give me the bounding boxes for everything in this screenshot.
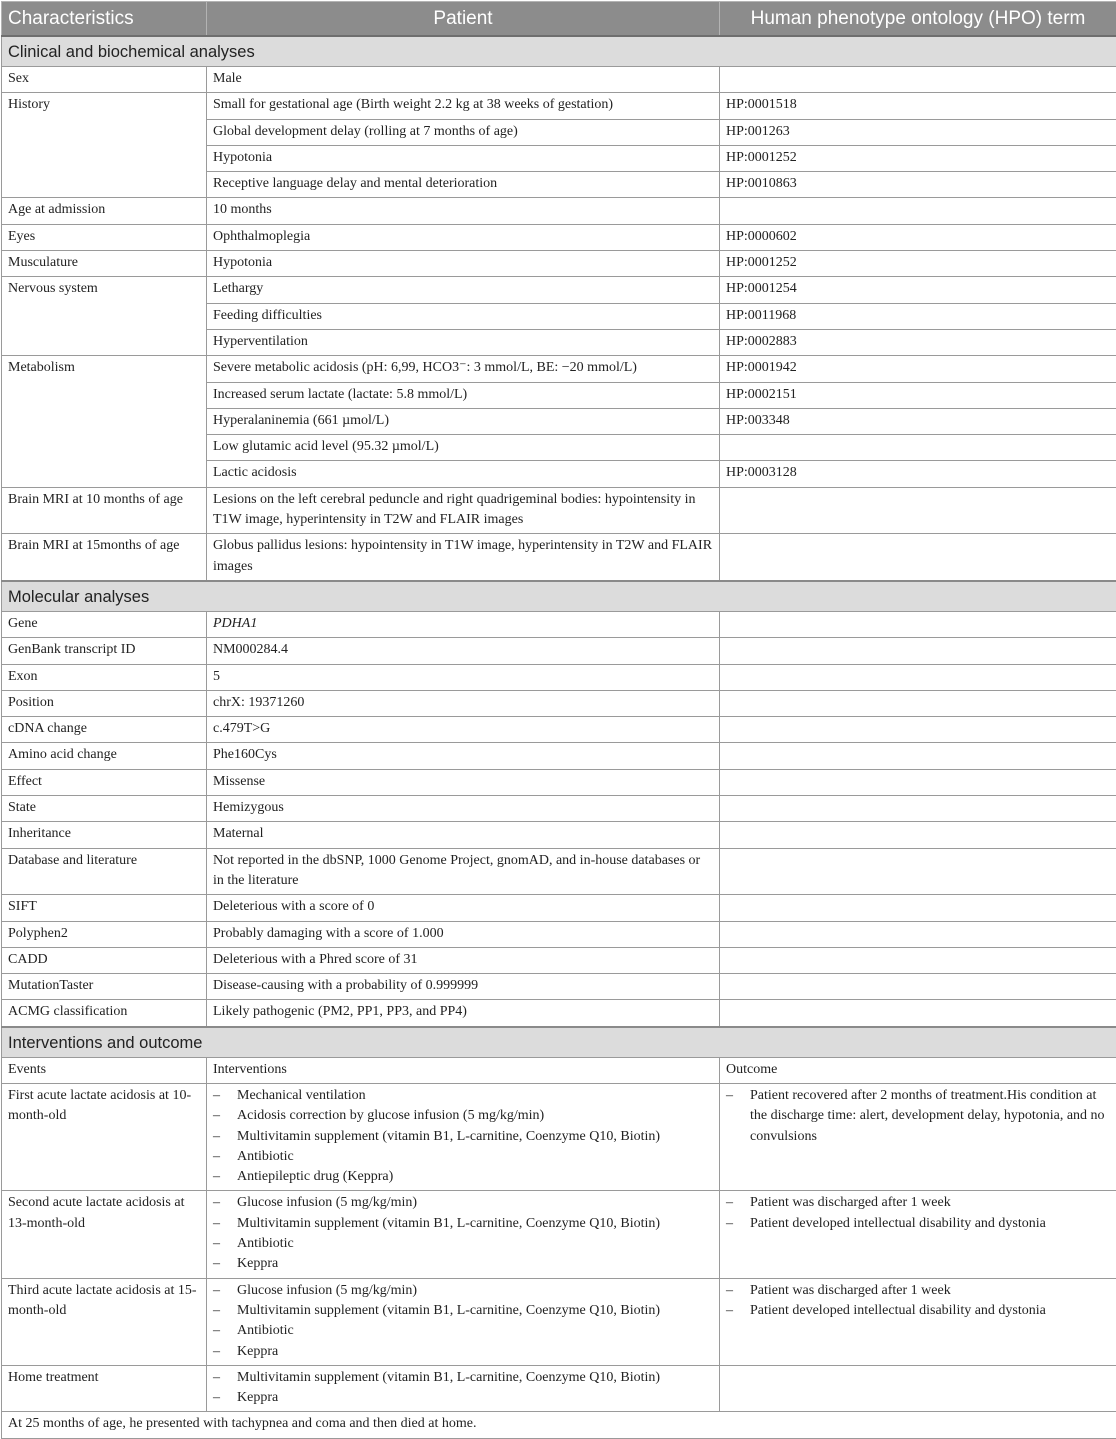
dash-bullet: – bbox=[213, 1254, 220, 1274]
list-item bbox=[726, 1214, 1110, 1234]
row-value: Male bbox=[207, 67, 720, 93]
dash-bullet: – bbox=[726, 1193, 733, 1213]
list-item bbox=[213, 1234, 713, 1254]
section-row bbox=[2, 36, 1116, 67]
row-value: Small for gestational age (Birth weight 2.2 kg at 38 weeks of gestation) bbox=[207, 93, 720, 119]
dash-bullet: – bbox=[213, 1234, 220, 1254]
row-label: Exon bbox=[2, 664, 207, 690]
section-row bbox=[2, 581, 1116, 612]
row-hpo bbox=[720, 743, 1116, 769]
table-row bbox=[2, 611, 1116, 637]
dash-bullet: – bbox=[213, 1368, 220, 1388]
row-hpo bbox=[720, 534, 1116, 581]
event-row bbox=[2, 1365, 1116, 1412]
row-label: History bbox=[2, 93, 207, 198]
table-row bbox=[2, 534, 1116, 581]
list-item-text: Patient developed intellectual disability and dystonia bbox=[750, 1216, 1046, 1231]
list-item bbox=[726, 1193, 1110, 1213]
row-value: Globus pallidus lesions: hypointensity in T1W image, hyperintensity in T2W and FLAIR images bbox=[207, 534, 720, 581]
row-hpo: HP:0002883 bbox=[720, 329, 1116, 355]
row-value: 10 months bbox=[207, 198, 720, 224]
row-value: Lactic acidosis bbox=[207, 461, 720, 487]
row-value: Hyperalaninemia (661 µmol/L) bbox=[207, 408, 720, 434]
row-value: Hyperventilation bbox=[207, 329, 720, 355]
row-hpo: HP:0001942 bbox=[720, 356, 1116, 382]
table-row bbox=[2, 277, 1116, 303]
interventions-cell bbox=[207, 1365, 720, 1412]
section-clinical: Clinical and biochemical analyses bbox=[2, 36, 1116, 67]
table-row bbox=[2, 743, 1116, 769]
row-label: cDNA change bbox=[2, 717, 207, 743]
row-label: Position bbox=[2, 690, 207, 716]
event-row bbox=[2, 1278, 1116, 1365]
list-item bbox=[213, 1342, 713, 1362]
row-value: Global development delay (rolling at 7 months of age) bbox=[207, 119, 720, 145]
event-row bbox=[2, 1191, 1116, 1278]
row-hpo bbox=[720, 664, 1116, 690]
row-hpo bbox=[720, 198, 1116, 224]
dash-bullet: – bbox=[213, 1106, 220, 1126]
row-label: Sex bbox=[2, 67, 207, 93]
list-item bbox=[213, 1086, 713, 1106]
list-item bbox=[213, 1193, 713, 1213]
row-hpo: HP:0001518 bbox=[720, 93, 1116, 119]
table-row bbox=[2, 947, 1116, 973]
dash-bullet: – bbox=[726, 1214, 733, 1234]
row-hpo bbox=[720, 717, 1116, 743]
table-row bbox=[2, 1000, 1116, 1027]
row-hpo bbox=[720, 769, 1116, 795]
list-item-text: Multivitamin supplement (vitamin B1, L-carnitine, Coenzyme Q10, Biotin) bbox=[237, 1216, 660, 1231]
outcome-header: Outcome bbox=[720, 1057, 1116, 1083]
list-item bbox=[213, 1106, 713, 1126]
outcome-cell bbox=[720, 1278, 1116, 1365]
list-item bbox=[726, 1281, 1110, 1301]
dash-bullet: – bbox=[726, 1281, 733, 1301]
row-label: Polyphen2 bbox=[2, 921, 207, 947]
row-value: Maternal bbox=[207, 822, 720, 848]
list-item-text: Antibiotic bbox=[237, 1236, 294, 1251]
interventions-cell bbox=[207, 1083, 720, 1190]
row-hpo bbox=[720, 638, 1116, 664]
dash-bullet: – bbox=[213, 1214, 220, 1234]
table-row bbox=[2, 67, 1116, 93]
row-value: Increased serum lactate (lactate: 5.8 mmol/L) bbox=[207, 382, 720, 408]
table-row bbox=[2, 251, 1116, 277]
list-item bbox=[213, 1281, 713, 1301]
table-row bbox=[2, 93, 1116, 119]
row-hpo bbox=[720, 690, 1116, 716]
row-hpo: HP:0010863 bbox=[720, 172, 1116, 198]
row-value: Ophthalmoplegia bbox=[207, 224, 720, 250]
table-row bbox=[2, 796, 1116, 822]
list-item-text: Keppra bbox=[237, 1390, 278, 1405]
table-row bbox=[2, 356, 1116, 382]
outcome-cell bbox=[720, 1191, 1116, 1278]
list-item bbox=[726, 1301, 1110, 1321]
list-item-text: Patient recovered after 2 months of treatment.His condition at the discharge time: alert, development delay, hypotonia, and no convulsions bbox=[750, 1088, 1105, 1144]
list-item bbox=[726, 1086, 1110, 1147]
list-item bbox=[213, 1301, 713, 1321]
table-row bbox=[2, 690, 1116, 716]
list-item bbox=[213, 1127, 713, 1147]
dash-bullet: – bbox=[213, 1127, 220, 1147]
row-value: c.479T>G bbox=[207, 717, 720, 743]
table-row bbox=[2, 974, 1116, 1000]
row-hpo: HP:0001252 bbox=[720, 145, 1116, 171]
dash-bullet: – bbox=[213, 1193, 220, 1213]
row-hpo bbox=[720, 921, 1116, 947]
row-value: 5 bbox=[207, 664, 720, 690]
interventions-list bbox=[213, 1086, 713, 1187]
row-value: Hypotonia bbox=[207, 251, 720, 277]
row-label: SIFT bbox=[2, 895, 207, 921]
dash-bullet: – bbox=[213, 1086, 220, 1106]
row-hpo bbox=[720, 487, 1116, 534]
outcome-list bbox=[726, 1281, 1110, 1322]
dash-bullet: – bbox=[726, 1086, 733, 1106]
list-item-text: Multivitamin supplement (vitamin B1, L-carnitine, Coenzyme Q10, Biotin) bbox=[237, 1303, 660, 1318]
table-row bbox=[2, 769, 1116, 795]
list-item-text: Antibiotic bbox=[237, 1323, 294, 1338]
row-value: Receptive language delay and mental deterioration bbox=[207, 172, 720, 198]
row-label: Age at admission bbox=[2, 198, 207, 224]
table-row bbox=[2, 664, 1116, 690]
row-hpo: HP:0001254 bbox=[720, 277, 1116, 303]
row-hpo bbox=[720, 974, 1116, 1000]
outcome-cell bbox=[720, 1083, 1116, 1190]
interventions-cell bbox=[207, 1191, 720, 1278]
list-item-text: Glucose infusion (5 mg/kg/min) bbox=[237, 1195, 417, 1210]
table-footnote: At 25 months of age, he presented with tachypnea and coma and then died at home. bbox=[2, 1412, 1116, 1438]
row-value: Disease-causing with a probability of 0.999999 bbox=[207, 974, 720, 1000]
row-label: ACMG classification bbox=[2, 1000, 207, 1027]
row-hpo bbox=[720, 1000, 1116, 1027]
list-item-text: Acidosis correction by glucose infusion (5 mg/kg/min) bbox=[237, 1108, 544, 1123]
row-hpo: HP:003348 bbox=[720, 408, 1116, 434]
table-row bbox=[2, 487, 1116, 534]
row-hpo bbox=[720, 67, 1116, 93]
row-value: Probably damaging with a score of 1.000 bbox=[207, 921, 720, 947]
row-hpo bbox=[720, 822, 1116, 848]
dash-bullet: – bbox=[213, 1388, 220, 1408]
outcome-list bbox=[726, 1086, 1110, 1147]
row-value: PDHA1 bbox=[207, 611, 720, 637]
section-interventions: Interventions and outcome bbox=[2, 1027, 1116, 1058]
row-value: Phe160Cys bbox=[207, 743, 720, 769]
list-item-text: Patient was discharged after 1 week bbox=[750, 1195, 951, 1210]
row-value: Missense bbox=[207, 769, 720, 795]
table-row bbox=[2, 224, 1116, 250]
list-item-text: Multivitamin supplement (vitamin B1, L-carnitine, Coenzyme Q10, Biotin) bbox=[237, 1129, 660, 1144]
list-item-text: Antiepileptic drug (Keppra) bbox=[237, 1169, 393, 1184]
row-hpo: HP:001263 bbox=[720, 119, 1116, 145]
event-label: Third acute lactate acidosis at 15-month-old bbox=[2, 1278, 207, 1365]
header-hpo-term: Human phenotype ontology (HPO) term bbox=[720, 2, 1116, 37]
row-value: Deleterious with a score of 0 bbox=[207, 895, 720, 921]
table-row bbox=[2, 921, 1116, 947]
row-value: Low glutamic acid level (95.32 µmol/L) bbox=[207, 435, 720, 461]
row-value: Severe metabolic acidosis (pH: 6,99, HCO3⁻: 3 mmol/L, BE: −20 mmol/L) bbox=[207, 356, 720, 382]
section-row bbox=[2, 1027, 1116, 1058]
list-item-text: Patient was discharged after 1 week bbox=[750, 1283, 951, 1298]
row-label: Brain MRI at 15months of age bbox=[2, 534, 207, 581]
dash-bullet: – bbox=[213, 1321, 220, 1341]
list-item bbox=[213, 1388, 713, 1408]
table-row bbox=[2, 895, 1116, 921]
outcome-cell bbox=[720, 1365, 1116, 1412]
row-hpo bbox=[720, 947, 1116, 973]
row-label: Amino acid change bbox=[2, 743, 207, 769]
row-value: NM000284.4 bbox=[207, 638, 720, 664]
dash-bullet: – bbox=[213, 1147, 220, 1167]
dash-bullet: – bbox=[726, 1301, 733, 1321]
header-characteristics: Characteristics bbox=[2, 2, 207, 37]
row-label: Eyes bbox=[2, 224, 207, 250]
row-label: Effect bbox=[2, 769, 207, 795]
row-label: Metabolism bbox=[2, 356, 207, 487]
interventions-cell bbox=[207, 1278, 720, 1365]
list-item bbox=[213, 1321, 713, 1341]
row-value: Not reported in the dbSNP, 1000 Genome Project, gnomAD, and in-house databases or in the literature bbox=[207, 848, 720, 895]
dash-bullet: – bbox=[213, 1281, 220, 1301]
list-item bbox=[213, 1368, 713, 1388]
row-hpo: HP:0001252 bbox=[720, 251, 1116, 277]
interventions-list bbox=[213, 1281, 713, 1362]
row-label: Database and literature bbox=[2, 848, 207, 895]
event-label: First acute lactate acidosis at 10-month-old bbox=[2, 1083, 207, 1190]
row-label: GenBank transcript ID bbox=[2, 638, 207, 664]
section-molecular: Molecular analyses bbox=[2, 581, 1116, 612]
row-value: Deleterious with a Phred score of 31 bbox=[207, 947, 720, 973]
row-hpo: HP:0002151 bbox=[720, 382, 1116, 408]
event-row bbox=[2, 1083, 1116, 1190]
table-row bbox=[2, 822, 1116, 848]
list-item-text: Multivitamin supplement (vitamin B1, L-carnitine, Coenzyme Q10, Biotin) bbox=[237, 1370, 660, 1385]
row-hpo bbox=[720, 796, 1116, 822]
row-hpo bbox=[720, 611, 1116, 637]
table-row bbox=[2, 198, 1116, 224]
row-label: Nervous system bbox=[2, 277, 207, 356]
row-value: Lethargy bbox=[207, 277, 720, 303]
event-label: Home treatment bbox=[2, 1365, 207, 1412]
row-hpo bbox=[720, 895, 1116, 921]
list-item bbox=[213, 1214, 713, 1234]
header-patient: Patient bbox=[207, 2, 720, 37]
row-hpo bbox=[720, 848, 1116, 895]
list-item bbox=[213, 1167, 713, 1187]
dash-bullet: – bbox=[213, 1301, 220, 1321]
interventions-header-row bbox=[2, 1057, 1116, 1083]
list-item-text: Keppra bbox=[237, 1256, 278, 1271]
interventions-header: Interventions bbox=[207, 1057, 720, 1083]
row-label: Brain MRI at 10 months of age bbox=[2, 487, 207, 534]
list-item bbox=[213, 1147, 713, 1167]
row-value: Hemizygous bbox=[207, 796, 720, 822]
list-item bbox=[213, 1254, 713, 1274]
table-row bbox=[2, 848, 1116, 895]
interventions-list bbox=[213, 1193, 713, 1274]
row-label: MutationTaster bbox=[2, 974, 207, 1000]
dash-bullet: – bbox=[213, 1167, 220, 1187]
list-item-text: Glucose infusion (5 mg/kg/min) bbox=[237, 1283, 417, 1298]
outcome-list bbox=[726, 1193, 1110, 1234]
list-item-text: Antibiotic bbox=[237, 1149, 294, 1164]
table-row bbox=[2, 717, 1116, 743]
row-label: Inheritance bbox=[2, 822, 207, 848]
patient-characteristics-table bbox=[1, 1, 1116, 1439]
row-label: CADD bbox=[2, 947, 207, 973]
row-label: State bbox=[2, 796, 207, 822]
row-value: Likely pathogenic (PM2, PP1, PP3, and PP4) bbox=[207, 1000, 720, 1027]
row-value: Feeding difficulties bbox=[207, 303, 720, 329]
list-item-text: Keppra bbox=[237, 1344, 278, 1359]
event-label: Second acute lactate acidosis at 13-month-old bbox=[2, 1191, 207, 1278]
row-hpo: HP:0000602 bbox=[720, 224, 1116, 250]
row-label: Musculature bbox=[2, 251, 207, 277]
events-header: Events bbox=[2, 1057, 207, 1083]
row-value: Lesions on the left cerebral peduncle and right quadrigeminal bodies: hypointensity in T1W image, hyperintensity in T2W and FLAIR images bbox=[207, 487, 720, 534]
interventions-list bbox=[213, 1368, 713, 1409]
dash-bullet: – bbox=[213, 1342, 220, 1362]
list-item-text: Mechanical ventilation bbox=[237, 1088, 366, 1103]
table-header-row bbox=[2, 2, 1116, 37]
row-value: Hypotonia bbox=[207, 145, 720, 171]
row-hpo: HP:0003128 bbox=[720, 461, 1116, 487]
table-row bbox=[2, 638, 1116, 664]
row-label: Gene bbox=[2, 611, 207, 637]
list-item-text: Patient developed intellectual disability and dystonia bbox=[750, 1303, 1046, 1318]
row-value: chrX: 19371260 bbox=[207, 690, 720, 716]
row-hpo: HP:0011968 bbox=[720, 303, 1116, 329]
row-hpo bbox=[720, 435, 1116, 461]
